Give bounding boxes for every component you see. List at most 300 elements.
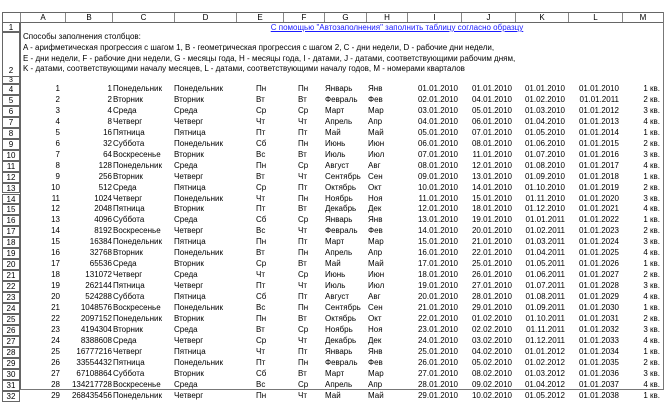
cell-l[interactable]: 01.01.2010 [578,84,619,93]
cell-j[interactable]: 05.02.2010 [471,357,512,367]
cell-a[interactable]: 14 [51,226,60,236]
cell-k[interactable]: 01.09.2011 [525,303,565,312]
cell-d[interactable]: Среда [174,215,198,225]
cell-c[interactable]: Четверг [113,193,143,203]
cell-l[interactable]: 01.01.2014 [578,127,619,137]
cell-h[interactable]: Ноя [368,193,383,203]
cell-l[interactable]: 01.01.2017 [578,160,619,170]
cell-g[interactable]: Декабрь [325,204,357,214]
row-header[interactable]: 24 [2,303,20,314]
cell-f[interactable]: Пт [298,182,308,192]
row-header-1[interactable]: 1 [2,22,20,32]
cell-h[interactable]: Мар [368,237,384,247]
cell-l[interactable]: 01.01.2021 [578,204,619,214]
cell-d[interactable]: Пятница [174,237,206,247]
cell-h[interactable]: Ноя [368,324,383,334]
cell-b[interactable]: 131072 [85,270,112,280]
cell-m[interactable]: 3 кв. [643,237,660,247]
cell-j[interactable]: 11.01.2010 [472,149,512,159]
cell-a[interactable]: 27 [51,368,60,378]
cell-d[interactable]: Понедельник [174,138,223,148]
cell-e[interactable]: Вт [256,94,265,104]
cell-c[interactable]: Понедельник [113,160,162,170]
cell-h[interactable]: Фев [368,226,383,236]
column-header-M[interactable]: M [622,13,663,22]
cell-j[interactable]: 18.01.2010 [471,204,512,214]
cell-f[interactable]: Пн [298,84,309,93]
cell-h[interactable]: Сен [368,303,383,312]
row-header[interactable]: 30 [2,369,20,380]
cell-i[interactable]: 05.01.2010 [417,127,458,137]
cell-m[interactable]: 3 кв. [643,105,660,115]
cell-l[interactable]: 01.01.2027 [578,270,619,280]
row-header[interactable]: 4 [2,84,20,95]
row-header[interactable]: 9 [2,139,20,150]
cell-m[interactable]: 4 кв. [643,292,660,302]
cell-i[interactable]: 07.01.2010 [417,149,458,159]
cell-h[interactable]: Июл [368,281,385,291]
cell-c[interactable]: Вторник [113,171,143,181]
cell-k[interactable]: 01.08.2011 [525,292,565,302]
cell-e[interactable]: Вс [256,226,266,236]
cell-e[interactable]: Ср [256,105,267,115]
cell-c[interactable]: Понедельник [113,237,162,247]
cell-d[interactable]: Четверг [174,390,204,400]
cell-f[interactable]: Ср [298,270,309,280]
cell-e[interactable]: Чт [256,116,265,126]
cell-a[interactable]: 10 [51,182,60,192]
cell-d[interactable]: Среда [174,324,198,334]
cell-l[interactable]: 01.01.2023 [578,226,619,236]
cell-i[interactable]: 15.01.2010 [417,237,458,247]
cell-j[interactable]: 04.02.2010 [471,346,512,356]
row-header[interactable]: 8 [2,128,20,139]
cell-h[interactable]: Май [368,127,384,137]
cell-d[interactable]: Четверг [174,226,204,236]
cell-c[interactable]: Среда [113,259,137,269]
cell-j[interactable]: 15.01.2010 [471,193,512,203]
cell-e[interactable]: Сб [256,368,267,378]
cell-j[interactable]: 03.02.2010 [471,335,512,345]
cell-b[interactable]: 8388608 [80,335,112,345]
cell-i[interactable]: 03.01.2010 [417,105,458,115]
cell-d[interactable]: Понедельник [174,193,223,203]
cell-a[interactable]: 24 [51,335,60,345]
row-header[interactable]: 32 [2,391,20,402]
cell-b[interactable]: 1024 [94,193,112,203]
cell-g[interactable]: Август [325,160,350,170]
cell-g[interactable]: Ноябрь [325,324,353,334]
cell-b[interactable]: 4096 [94,215,112,225]
cell-a[interactable]: 28 [51,379,60,389]
cell-d[interactable]: Пятница [174,292,206,302]
cell-l[interactable]: 01.01.2012 [578,105,619,115]
cell-b[interactable]: 4194304 [80,324,112,334]
cell-l[interactable]: 01.01.2038 [578,390,619,400]
cell-f[interactable]: Вт [298,368,307,378]
cell-i[interactable]: 20.01.2010 [417,292,458,302]
cell-h[interactable]: Янв [368,215,383,225]
cell-c[interactable]: Вторник [113,248,143,258]
cell-b[interactable]: 16384 [89,237,112,247]
cell-m[interactable]: 4 кв. [643,116,660,126]
cell-l[interactable]: 01.01.2020 [578,193,619,203]
cell-e[interactable]: Пт [256,357,266,367]
cell-i[interactable]: 22.01.2010 [417,313,458,323]
cell-j[interactable]: 22.01.2010 [471,248,512,258]
cell-l[interactable]: 01.01.2024 [578,237,619,247]
cell-h[interactable]: Июн [368,138,385,148]
cell-b[interactable]: 2097152 [80,313,112,323]
cell-a[interactable]: 23 [51,324,60,334]
cell-f[interactable]: Пн [298,248,309,258]
cell-g[interactable]: Март [325,105,345,115]
cell-e[interactable]: Пн [256,237,267,247]
cell-c[interactable]: Четверг [113,346,143,356]
cell-g[interactable]: Февраль [325,357,358,367]
cell-d[interactable]: Среда [174,379,198,389]
cell-b[interactable]: 256 [98,171,112,181]
cell-l[interactable]: 01.01.2035 [578,357,619,367]
column-header-G[interactable]: G [324,13,366,22]
cell-l[interactable]: 01.01.2033 [578,335,619,345]
cell-i[interactable]: 14.01.2010 [417,226,458,236]
cell-g[interactable]: Январь [325,84,353,93]
cell-d[interactable]: Пятница [174,182,206,192]
cell-k[interactable]: 01.07.2010 [524,149,565,159]
row-header[interactable]: 22 [2,281,20,292]
cell-k[interactable]: 01.02.2010 [524,94,565,104]
cell-g[interactable]: Ноябрь [325,193,353,203]
row-header[interactable]: 7 [2,117,20,128]
cell-e[interactable]: Пт [256,127,266,137]
cell-f[interactable]: Пт [298,127,308,137]
cell-l[interactable]: 01.01.2015 [578,138,619,148]
cell-a[interactable]: 1 [55,84,60,93]
cell-k[interactable]: 01.04.2012 [524,379,565,389]
cell-h[interactable]: Янв [368,346,383,356]
cell-k[interactable]: 01.02.2011 [525,226,565,236]
row-header[interactable]: 16 [2,215,20,226]
cell-m[interactable]: 1 кв. [643,84,660,93]
cell-c[interactable]: Суббота [113,292,145,302]
cell-m[interactable]: 2 кв. [643,138,660,148]
cell-d[interactable]: Вторник [174,368,204,378]
cell-h[interactable]: Апр [368,116,383,126]
cell-k[interactable]: 01.04.2010 [524,116,565,126]
cell-l[interactable]: 01.01.2029 [578,292,619,302]
row-header[interactable]: 27 [2,336,20,347]
cell-m[interactable]: 1 кв. [643,215,660,225]
cell-j[interactable]: 27.01.2010 [471,281,512,291]
cell-g[interactable]: Июнь [325,138,346,148]
cell-l[interactable]: 01.01.2034 [578,346,619,356]
cell-m[interactable]: 4 кв. [643,248,660,258]
cell-c[interactable]: Пятница [113,204,145,214]
cell-c[interactable]: Пятница [113,127,145,137]
cell-k[interactable]: 01.03.2011 [525,237,565,247]
cell-c[interactable]: Вторник [113,324,143,334]
cell-g[interactable]: Июль [325,281,346,291]
cell-e[interactable]: Сб [256,138,267,148]
cell-c[interactable]: Понедельник [113,390,162,400]
cell-j[interactable]: 06.01.2010 [471,116,512,126]
cell-g[interactable]: Декабрь [325,335,357,345]
cell-m[interactable]: 1 кв. [643,390,660,400]
cell-h[interactable]: Июл [368,149,385,159]
cell-k[interactable]: 01.05.2011 [525,259,565,269]
cell-k[interactable]: 01.05.2012 [524,390,565,400]
cell-b[interactable]: 65536 [89,259,112,269]
cell-h[interactable]: Мар [368,105,384,115]
row-header[interactable]: 21 [2,270,20,281]
cell-k[interactable]: 01.01.2010 [524,84,565,93]
cell-d[interactable]: Четверг [174,171,204,181]
cell-f[interactable]: Пн [298,357,309,367]
cell-e[interactable]: Чт [256,193,265,203]
column-header-C[interactable]: C [112,13,174,22]
cell-i[interactable]: 28.01.2010 [417,379,458,389]
cell-d[interactable]: Понедельник [174,303,223,312]
cell-m[interactable]: 3 кв. [643,193,660,203]
cell-f[interactable]: Чт [298,226,307,236]
cell-d[interactable]: Понедельник [174,248,223,258]
cell-a[interactable]: 8 [55,160,60,170]
cell-h[interactable]: Окт [368,313,382,323]
cell-j[interactable]: 14.01.2010 [471,182,512,192]
cell-k[interactable]: 01.03.2012 [524,368,565,378]
cell-g[interactable]: Март [325,368,345,378]
task-title-link[interactable]: С помощью "Автозаполнения" заполнить таблицу согласно образцу [270,23,524,32]
cell-a[interactable]: 29 [51,390,60,400]
cell-a[interactable]: 5 [55,127,60,137]
cell-d[interactable]: Среда [174,270,198,280]
cell-c[interactable]: Суббота [113,138,145,148]
cell-j[interactable]: 07.01.2010 [471,127,512,137]
cell-k[interactable]: 01.03.2010 [524,105,565,115]
cell-l[interactable]: 01.01.2026 [578,259,619,269]
cell-g[interactable]: Март [325,237,345,247]
cell-c[interactable]: Понедельник [113,313,162,323]
row-header[interactable]: 15 [2,204,20,215]
cell-a[interactable]: 26 [51,357,60,367]
cell-m[interactable]: 4 кв. [643,160,660,170]
cell-b[interactable]: 32768 [89,248,112,258]
cell-k[interactable]: 01.11.2011 [526,324,565,334]
cell-g[interactable]: Апрель [325,248,353,258]
cell-f[interactable]: Чт [298,281,307,291]
cell-j[interactable]: 28.01.2010 [471,292,512,302]
cell-d[interactable]: Среда [174,160,198,170]
cell-f[interactable]: Пт [298,346,308,356]
cell-j[interactable]: 05.01.2010 [471,105,512,115]
row-header-2[interactable]: 2 [2,32,20,77]
cell-k[interactable]: 01.10.2011 [525,313,565,323]
cell-h[interactable]: Апр [368,379,383,389]
cell-m[interactable]: 2 кв. [643,94,660,104]
cell-m[interactable]: 3 кв. [643,368,660,378]
cell-b[interactable]: 64 [103,149,112,159]
cell-e[interactable]: Вс [256,303,266,312]
cell-c[interactable]: Суббота [113,368,145,378]
cell-g[interactable]: Январь [325,346,353,356]
cell-a[interactable]: 20 [51,292,60,302]
cell-f[interactable]: Ср [298,160,309,170]
cell-k[interactable]: 01.06.2010 [524,138,565,148]
cell-h[interactable]: Дек [368,335,382,345]
cell-i[interactable]: 25.01.2010 [417,346,458,356]
column-header-L[interactable]: L [568,13,622,22]
cell-e[interactable]: Вс [256,379,266,389]
cell-g[interactable]: Май [325,390,341,400]
cell-c[interactable]: Четверг [113,270,143,280]
cell-d[interactable]: Четверг [174,281,204,291]
row-header[interactable]: 14 [2,194,20,205]
cell-d[interactable]: Пятница [174,127,206,137]
cell-g[interactable]: Май [325,259,341,269]
cell-k[interactable]: 01.01.2011 [525,215,565,225]
cell-e[interactable]: Пн [256,84,267,93]
cell-h[interactable]: Май [368,390,384,400]
cell-g[interactable]: Февраль [325,94,358,104]
cell-a[interactable]: 18 [51,270,60,280]
cell-m[interactable]: 4 кв. [643,204,660,214]
cell-l[interactable]: 01.01.2032 [578,324,619,334]
cell-e[interactable]: Чт [256,346,265,356]
cell-m[interactable]: 2 кв. [643,270,660,280]
cell-k[interactable]: 01.12.2010 [524,204,565,214]
cell-f[interactable]: Чт [298,171,307,181]
cell-f[interactable]: Вт [298,313,307,323]
row-header[interactable]: 26 [2,325,20,336]
cell-h[interactable]: Авг [368,160,381,170]
cell-a[interactable]: 16 [51,248,60,258]
cell-i[interactable]: 24.01.2010 [417,335,458,345]
cell-b[interactable]: 524288 [85,292,112,302]
cell-i[interactable]: 26.01.2010 [417,357,458,367]
cell-g[interactable]: Апрель [325,379,353,389]
cell-f[interactable]: Вт [298,94,307,104]
cell-m[interactable]: 1 кв. [643,259,660,269]
cell-f[interactable]: Пт [298,237,308,247]
cell-g[interactable]: Сентябрь [325,171,361,181]
cell-j[interactable]: 02.02.2010 [471,324,512,334]
cell-c[interactable]: Пятница [113,357,145,367]
cell-b[interactable]: 33554432 [76,357,112,367]
cell-j[interactable]: 29.01.2010 [471,303,512,312]
cell-c[interactable]: Вторник [113,94,143,104]
cell-b[interactable]: 8 [107,116,112,126]
row-header[interactable]: 10 [2,150,20,161]
cell-m[interactable]: 3 кв. [643,324,660,334]
cell-b[interactable]: 4 [107,105,112,115]
cell-i[interactable]: 17.01.2010 [417,259,458,269]
cell-j[interactable]: 25.01.2010 [471,259,512,269]
cell-b[interactable]: 128 [98,160,112,170]
cell-e[interactable]: Сб [256,292,267,302]
cell-i[interactable]: 18.01.2010 [417,270,458,280]
cell-b[interactable]: 2 [107,94,112,104]
cell-l[interactable]: 01.01.2030 [578,303,619,312]
cell-k[interactable]: 01.11.2010 [525,193,565,203]
cell-a[interactable]: 15 [51,237,60,247]
row-header[interactable]: 23 [2,292,20,303]
cell-j[interactable]: 01.01.2010 [471,84,512,93]
cell-b[interactable]: 512 [98,182,112,192]
cell-j[interactable]: 20.01.2010 [471,226,512,236]
row-header[interactable]: 19 [2,248,20,259]
cell-m[interactable]: 1 кв. [643,127,660,137]
cell-d[interactable]: Вторник [174,204,204,214]
cell-l[interactable]: 01.01.2018 [578,171,619,181]
cell-i[interactable]: 08.01.2010 [417,160,458,170]
row-header[interactable]: 31 [2,380,20,391]
cell-b[interactable]: 16 [103,127,112,137]
cell-i[interactable]: 16.01.2010 [417,248,458,258]
cell-k[interactable]: 01.07.2011 [525,281,565,291]
cell-l[interactable]: 01.01.2013 [578,116,619,126]
cell-i[interactable]: 21.01.2010 [417,303,458,312]
cell-a[interactable]: 25 [51,346,60,356]
column-header-E[interactable]: E [236,13,283,22]
cell-i[interactable]: 02.01.2010 [417,94,458,104]
cell-g[interactable]: Август [325,292,350,302]
cell-b[interactable]: 1 [107,84,112,93]
cell-h[interactable]: Окт [368,182,382,192]
cell-e[interactable]: Пн [256,390,267,400]
cell-i[interactable]: 27.01.2010 [417,368,458,378]
cell-b[interactable]: 268435456 [71,390,112,400]
cell-m[interactable]: 2 кв. [643,313,660,323]
cell-m[interactable]: 3 кв. [643,149,660,159]
cell-a[interactable]: 11 [51,193,60,203]
cell-a[interactable]: 21 [51,303,60,312]
cell-a[interactable]: 13 [51,215,60,225]
row-header[interactable]: 17 [2,226,20,237]
cell-e[interactable]: Пн [256,160,267,170]
cell-h[interactable]: Янв [368,84,383,93]
cell-d[interactable]: Четверг [174,335,204,345]
cell-m[interactable]: 1 кв. [643,303,660,312]
cell-a[interactable]: 2 [55,94,60,104]
cell-f[interactable]: Вт [298,259,307,269]
cell-g[interactable]: Октябрь [325,313,357,323]
cell-k[interactable]: 01.02.2012 [524,357,565,367]
cell-l[interactable]: 01.01.2028 [578,281,619,291]
cell-e[interactable]: Сб [256,215,267,225]
cell-i[interactable]: 23.01.2010 [417,324,458,334]
cell-f[interactable]: Чт [298,390,307,400]
cell-h[interactable]: Дек [368,204,382,214]
cell-i[interactable]: 09.01.2010 [417,171,458,181]
cell-k[interactable]: 01.01.2012 [524,346,565,356]
cell-e[interactable]: Ср [256,259,267,269]
cell-b[interactable]: 2048 [94,204,112,214]
column-header-J[interactable]: J [461,13,515,22]
cell-m[interactable]: 2 кв. [643,182,660,192]
column-header-K[interactable]: K [515,13,568,22]
cell-f[interactable]: Вт [298,204,307,214]
cell-j[interactable]: 10.02.2010 [471,390,512,400]
cell-j[interactable]: 26.01.2010 [471,270,512,280]
cell-m[interactable]: 2 кв. [643,357,660,367]
cell-f[interactable]: Пт [298,292,308,302]
cell-e[interactable]: Ср [256,182,267,192]
cell-i[interactable]: 13.01.2010 [417,215,458,225]
cell-j[interactable]: 08.02.2010 [471,368,512,378]
cell-c[interactable]: Воскресенье [113,303,161,312]
cell-h[interactable]: Июн [368,270,385,280]
